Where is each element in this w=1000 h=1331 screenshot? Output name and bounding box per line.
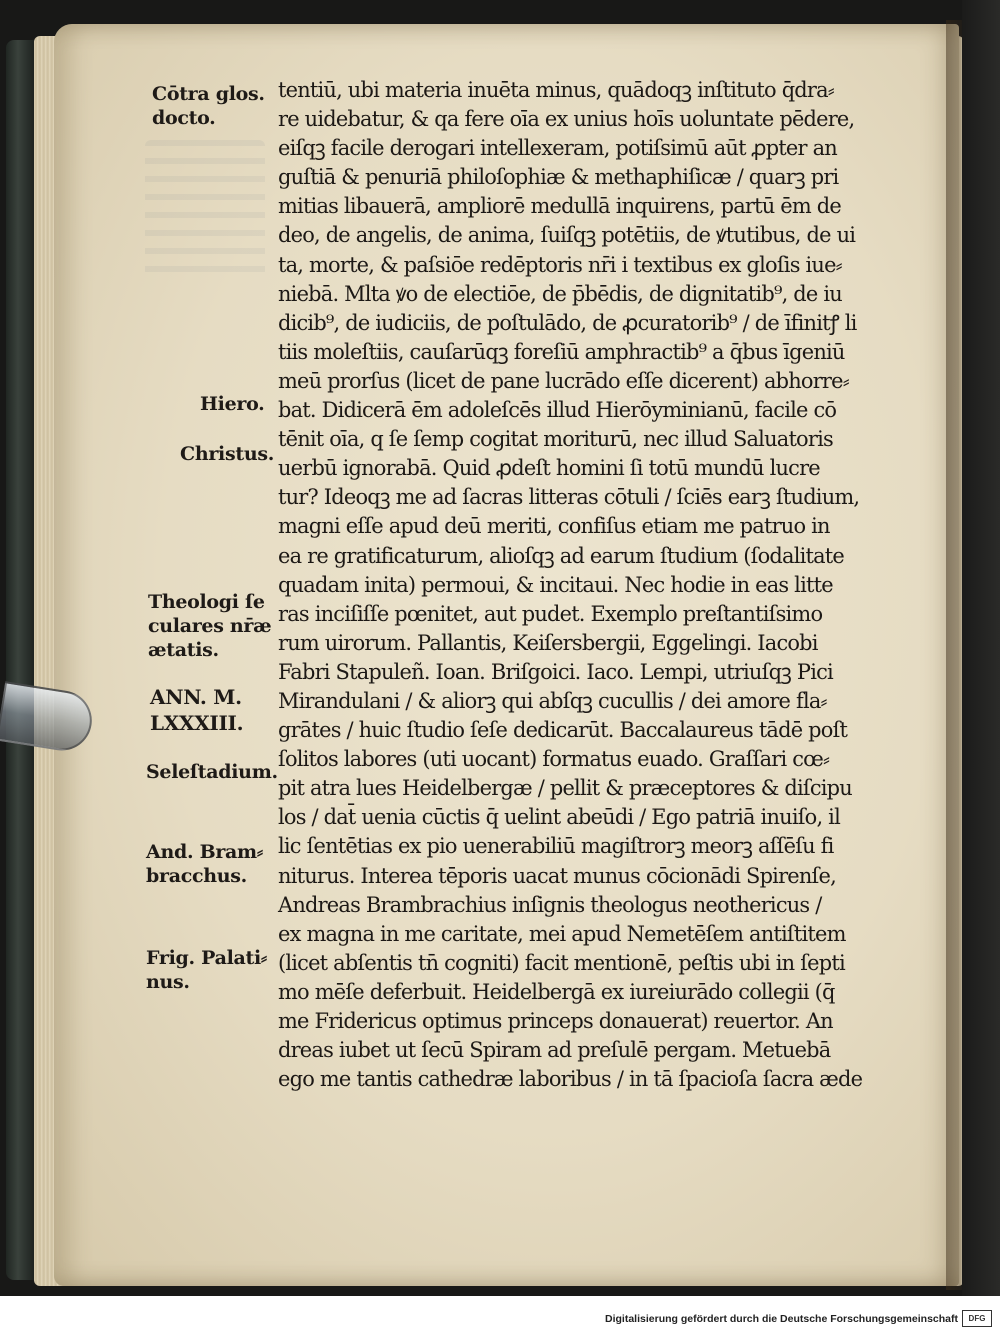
- text-line: me Fridericus optimus princeps donauerat) reuertor. An: [278, 1009, 833, 1033]
- text-line: deo, de angelis, de anima, ſuiſqꝫ potētiis, de ꝟtutibus, de ui: [278, 223, 856, 248]
- text-line: ea re gratificaturum, alioſqꝫ ad earum ſtudium (ſodalitate: [278, 543, 844, 568]
- margin-note-theologi: [148, 590, 271, 662]
- text-line: pit atra lues Heidelbergæ / pellit & præceptores & diſcipu: [278, 776, 852, 801]
- margin-note-line: nus.: [146, 971, 190, 993]
- margin-note-line: LXXXIII.: [150, 711, 244, 735]
- margin-note-hiero: [200, 392, 264, 416]
- text-line: grātes / huic ſtudio ſeſe dedicarūt. Baccalaureus tādē poſt: [278, 718, 848, 743]
- text-line: ta, morte, & paſsiōe redēptoris nr̄i i textibus ex gloſis iue⸗: [278, 252, 842, 277]
- book-spine: [6, 40, 36, 1280]
- text-line: rum uirorum. Pallantis, Keiſersbergii, Eggelingi. Iacobi: [278, 630, 818, 655]
- margin-note-line: ætatis.: [148, 639, 219, 661]
- text-line: uerbū ignorabā. Quid ꝓdeſt homini ſi totū mundū lucre: [278, 456, 820, 481]
- margin-note-line: And. Bram⸗: [146, 841, 263, 863]
- margin-note-line: ANN. M.: [150, 685, 242, 709]
- text-line: tēnit oīa, q ſe ſemp cogitat moriturū, nec illud Saluatoris: [278, 427, 833, 452]
- margin-note-ann: [150, 684, 243, 736]
- margin-note-selestadium: [146, 760, 278, 784]
- text-line: niturus. Interea tēporis uacat munus cōcionādi Spirenſe,: [278, 863, 836, 888]
- text-line: lic ſentētias ex pio uenerabiliū magiſtrorꝫ meorꝫ aſſēſu fi: [278, 834, 834, 859]
- text-line: meū prorſus (licet de pane lucrādo eſſe dicerent) abhorre⸗: [278, 368, 849, 393]
- text-line: dicib⁹, de iudiciis, de poſtulādo, de ꝓcuratorib⁹ / de īfinitꝭ li: [278, 310, 857, 335]
- show-through-stain: [145, 140, 265, 280]
- text-line: quadam inita) permoui, & incitaui. Nec hodie in eas litte: [278, 572, 833, 597]
- right-binding-edge: [962, 0, 1000, 1296]
- text-line: (licet abſentis tn̄ cogniti) facit mentionē, peſtis ubi in ſepti: [278, 950, 845, 975]
- text-line: Fabri Stapuleñ. Ioan. Briſgoici. Iaco. Lempi, utriuſqꝫ Pici: [278, 659, 833, 684]
- margin-note-line: Hiero.: [200, 393, 265, 415]
- margin-note-line: Cōtra glos.: [152, 83, 265, 105]
- text-line: Andreas Brambrachius inſignis theologus neothericus /: [278, 892, 822, 917]
- text-line: tur? Ideoqꝫ me ad ſacras litteras cōtuli / ſciēs earꝫ ſtudium,: [278, 485, 860, 510]
- margin-note-line: Theologi ſe: [148, 591, 265, 613]
- margin-note-brambracchus: [146, 840, 263, 888]
- text-line: dreas iubet ut ſecū Spiram ad preſulē pergam. Metuebā: [278, 1038, 831, 1063]
- dfg-credit: Digitalisierung gefördert durch die Deutsche Forschungsgemeinschaft: [605, 1313, 958, 1325]
- text-line: bat. Didicerā ēm adoleſcēs illud Hierōyminianū, facile cō: [278, 398, 837, 423]
- text-line: guſtiā & penuriā philoſophiæ & methaphiſicæ / quarꝫ pri: [278, 165, 839, 190]
- text-line: mo mēſe deferbuit. Heidelbergā ex iureiurādo collegii (q̄: [278, 979, 835, 1004]
- text-line: niebā. Mlta ꝟo de electiōe, de p̄bēdis, de dignitatib⁹, de iu: [278, 281, 842, 306]
- margin-note-line: culares nr̄æ: [148, 615, 272, 637]
- body-text: [278, 76, 878, 1094]
- text-line: mitias libauerā, ampliorē medullā inquirens, partū ēm de: [278, 194, 841, 219]
- text-line: ſolitos labores (uti uocant) formatus euado. Graſſari cœ⸗: [278, 747, 830, 772]
- margin-note-line: Christus.: [180, 443, 275, 465]
- text-line: ras inciſiſſe pœnitet, aut pudet. Exemplo preſtantiſsimo: [278, 601, 823, 626]
- text-line: eiſqꝫ facile derogari intellexeram, potiſsimū aūt ꝓpter an: [278, 136, 837, 161]
- margin-note-line: Seleſtadium.: [146, 761, 278, 783]
- margin-note-line: bracchus.: [146, 865, 247, 887]
- text-line: re uidebatur, & qa fere oīa ex unius hoīs uoluntate pēdere,: [278, 107, 855, 132]
- text-line: ex magna in me caritate, mei apud Nemetēſem antiſtitem: [278, 921, 846, 946]
- text-line: Mirandulani / & aliorꝫ qui abſqꝫ cucullis / dei amore fla⸗: [278, 688, 827, 713]
- text-line: ego me tantis cathedræ laboribus / in tā ſpacioſa ſacra æde: [278, 1067, 863, 1092]
- margin-note-frig: [146, 946, 267, 994]
- dfg-logo: DFG: [962, 1310, 992, 1327]
- text-line: los / dat̄ uenia cūctis q̄ uelint abeūdi / Ego patriā inuiſo, il: [278, 805, 840, 830]
- text-line: magni eſſe apud deū meriti, confiſus etiam me patruo in: [278, 514, 830, 539]
- margin-note-line: Frig. Palati⸗: [146, 947, 267, 969]
- margin-note-cotra: [152, 82, 265, 130]
- text-line: tiis moleſtiis, cauſarūqꝫ foreſiū amphractib⁹ a q̄bus īgeniū: [278, 339, 845, 364]
- text-line: tentiū, ubi materia inuēta minus, quādoqꝫ inſtituto q̄dra⸗: [278, 78, 834, 102]
- margin-note-line: docto.: [152, 107, 216, 129]
- margin-note-christus: [180, 442, 274, 466]
